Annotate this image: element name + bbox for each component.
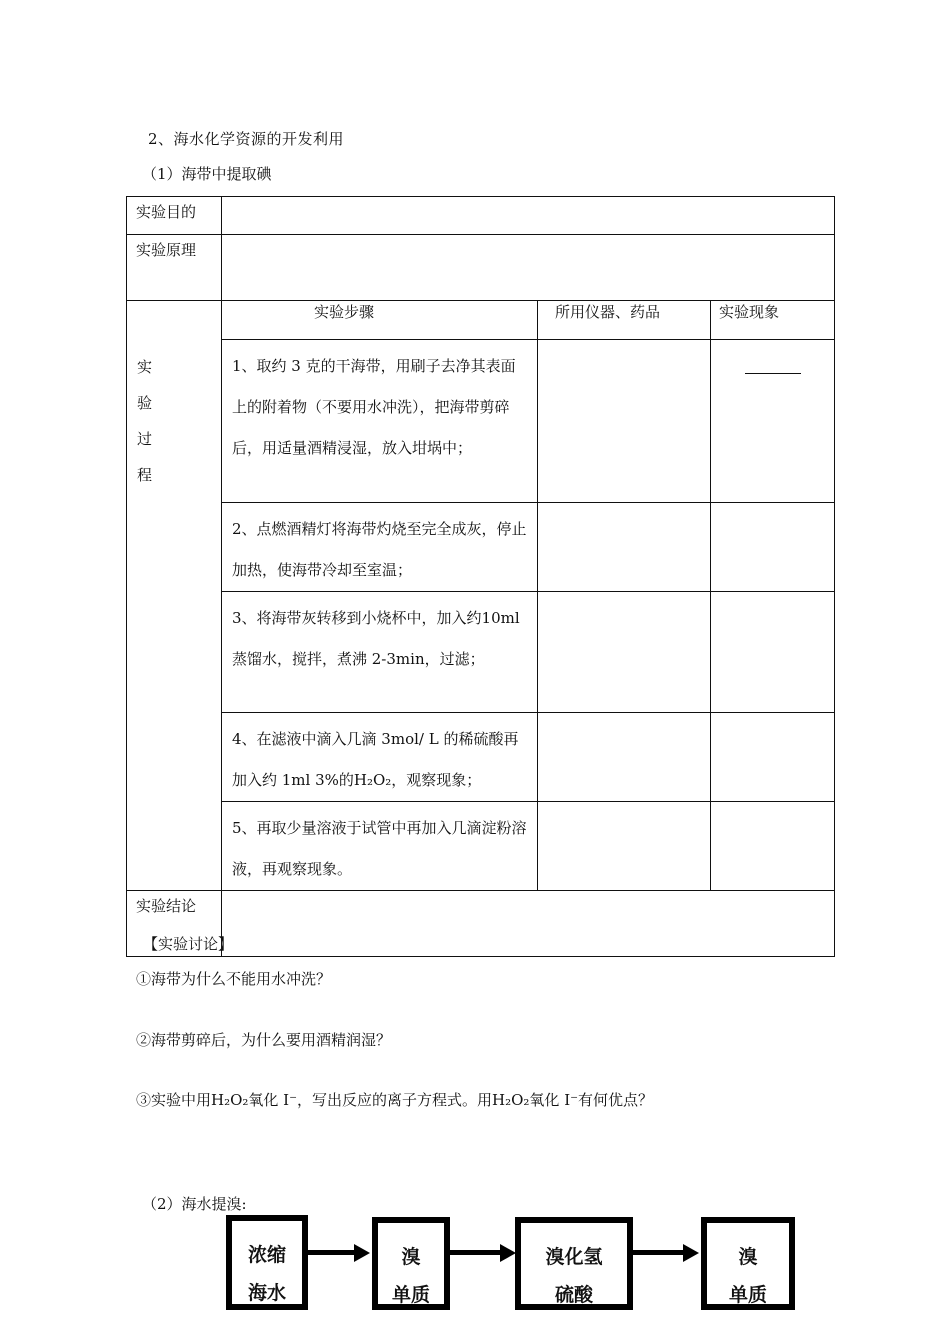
process-char: 实 [137, 358, 153, 376]
flow-box-hbr-sulfuric [515, 1217, 633, 1310]
discussion-question-1: ①海带为什么不能用水冲洗？ [136, 970, 332, 988]
principle-cell[interactable] [222, 235, 835, 301]
flow-box-line: 单质 [728, 1284, 767, 1306]
flow-box-bromine [372, 1217, 450, 1310]
flow-box-concentrated-seawater [226, 1215, 308, 1310]
col-header-instruments: 所用仪器、药品 [538, 301, 711, 340]
flow-box-line: 溴 [738, 1246, 758, 1268]
purpose-label: 实验目的 [127, 197, 222, 235]
instruments-cell[interactable] [538, 340, 711, 503]
discussion-question-2: ②海带剪碎后，为什么要用酒精润湿？ [136, 1031, 392, 1049]
step-cell [222, 340, 538, 503]
principle-label: 实验原理 [127, 235, 222, 301]
step-cell [222, 503, 538, 592]
step-text: 4、在滤液中滴入几滴 3mol/ L 的稀硫酸再加入约 1ml 3%的H₂O₂，观察现象； [232, 730, 519, 789]
flow-box-line: 浓缩 [247, 1244, 286, 1266]
phenomena-cell[interactable] [711, 802, 835, 891]
flow-box-line: 硫酸 [554, 1284, 593, 1306]
phenomena-cell[interactable] [711, 340, 835, 503]
discussion-title: 【实验讨论】 [143, 935, 234, 953]
step-cell [222, 592, 538, 713]
flow-box-line: 溴化氢 [545, 1246, 603, 1268]
bromine-title: （2）海水提溴: [142, 1195, 247, 1213]
flow-box-bromine-final [701, 1217, 795, 1310]
instruments-cell[interactable] [538, 592, 711, 713]
step-cell [222, 802, 538, 891]
experiment-table [126, 196, 835, 957]
process-char: 过 [137, 430, 153, 448]
step-cell [222, 713, 538, 802]
step-text: 3、将海带灰转移到小烧杯中，加入约10ml 蒸馏水，搅拌，煮沸 2-3min，过滤； [232, 609, 520, 668]
step-text: 2、点燃酒精灯将海带灼烧至完全成灰，停止加热，使海带冷却至室温； [232, 520, 527, 579]
step-text: 5、再取少量溶液于试管中再加入几滴淀粉溶液，再观察现象。 [232, 819, 527, 878]
phenomena-cell[interactable] [711, 592, 835, 713]
flow-arrow [308, 1250, 356, 1255]
phenomena-cell[interactable] [711, 503, 835, 592]
instruments-cell[interactable] [538, 802, 711, 891]
flow-arrow [450, 1250, 502, 1255]
conclusion-label: 实验结论 [127, 891, 222, 957]
arrow-head-icon [354, 1244, 370, 1262]
process-char: 程 [137, 466, 153, 484]
flow-box-line: 单质 [391, 1284, 430, 1306]
conclusion-cell[interactable] [222, 891, 835, 957]
instruments-cell[interactable] [538, 713, 711, 802]
purpose-cell[interactable] [222, 197, 835, 235]
instruments-cell[interactable] [538, 503, 711, 592]
flow-arrow [633, 1250, 685, 1255]
col-header-steps: 实验步骤 [222, 301, 538, 340]
flow-box-line: 海水 [247, 1282, 286, 1304]
discussion-question-3: ③实验中用H₂O₂氧化 I⁻，写出反应的离子方程式。用H₂O₂氧化 I⁻有何优点？ [136, 1091, 654, 1109]
subsection-title: （1）海带中提取碘 [142, 165, 272, 183]
flow-box-line: 溴 [401, 1246, 421, 1268]
arrow-head-icon [683, 1244, 699, 1262]
blank-line [745, 373, 801, 374]
process-char: 验 [137, 394, 153, 412]
arrow-head-icon [500, 1244, 516, 1262]
step-text: 1、取约 3 克的干海带，用刷子去净其表面上的附着物（不要用水冲洗），把海带剪碎后，用适量酒精浸湿，放入坩埚中； [232, 357, 516, 457]
section-heading: 2、海水化学资源的开发利用 [148, 130, 345, 148]
col-header-phenomena: 实验现象 [711, 301, 835, 340]
phenomena-cell[interactable] [711, 713, 835, 802]
process-label [127, 301, 222, 891]
